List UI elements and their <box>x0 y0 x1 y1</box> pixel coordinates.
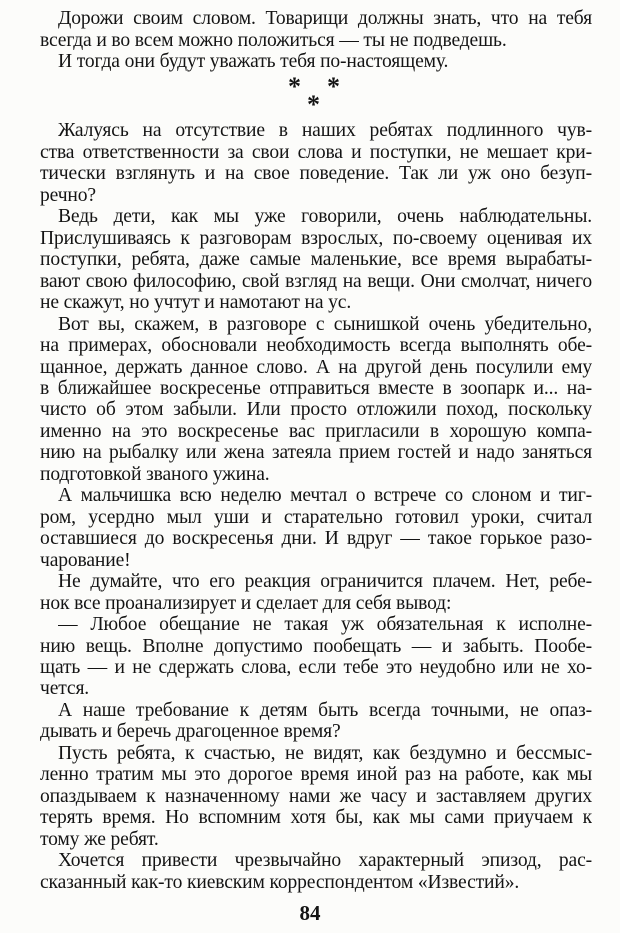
text-line: щанное, держать данное слово. А на другой день посулили ему <box>40 356 592 378</box>
text-line: ства ответственности за свои слова и поступки, не мешает кри- <box>40 141 592 163</box>
text-line: опаздываем к назначенному нами же часу и заставляем других <box>40 785 592 807</box>
text-line: дывать и беречь драгоценное время? <box>40 721 341 743</box>
text-line: тому же ребят. <box>40 828 159 850</box>
text-line: нию на рыбалку или жена затеяла прием гостей и надо заняться <box>40 442 592 464</box>
text-line: тически взглянуть и на свое поведение. Так ли уж оно безуп- <box>40 163 592 185</box>
text-line: Дорожи своим словом. Товарищи должны знать, что на тебя <box>58 8 592 29</box>
text-line: терять время. Но вспомним хотя бы, как мы сами приучаем к <box>40 807 592 829</box>
text-line: вают свою философию, свой взгляд на вещи. Они смолчат, ничего <box>40 270 592 292</box>
text-line: чисто об этом забыли. Или просто отложили поход, поскольку <box>40 399 592 421</box>
text-line: Жалуясь на отсутствие в наших ребятах подлинного чув- <box>58 120 592 142</box>
text-line: чарование! <box>40 549 131 571</box>
text-line: — Любое обещание не такая уж обязательная к исполне- <box>58 614 592 635</box>
separator-asterisk: * <box>307 90 320 120</box>
text-line: нок все проанализирует и сделает для себя вывод: <box>40 592 452 614</box>
text-line: Вот вы, скажем, в разговоре с сынишкой очень убедительно, <box>58 313 592 335</box>
text-line: ленно тратим мы это дорогое время иной раз на работе, как мы <box>40 764 592 786</box>
separator-asterisk: * <box>327 72 340 102</box>
text-line: ром, усердно мыл уши и старательно готовил уроки, считал <box>40 506 592 528</box>
text-line: щать — и не сдержать слова, если тебе это неудобно или не хо- <box>40 656 592 678</box>
text-line: Хочется привести чрезвычайно характерный эпизод, рас- <box>58 850 592 872</box>
text-line: нию вещь. Вполне допустимо пообещать — и забыть. Пообе- <box>40 635 592 657</box>
text-line: сказанный как-то киевским корреспондентом «Известий». <box>40 871 520 893</box>
separator-asterisk: * <box>288 72 301 102</box>
text-line: И тогда они будут уважать тебя по-настоящему. <box>58 50 449 72</box>
text-line: на примерах, обосновали необходимость всегда выполнять обе- <box>40 335 592 356</box>
text-line: Прислушиваясь к разговорам взрослых, по-своему оценивая их <box>40 227 592 249</box>
text-line: Пусть ребята, к счастью, не видят, как бездумно и бессмыс- <box>58 742 592 764</box>
text-line: оставшиеся до воскресенья дни. И вдруг — такое горькое разо- <box>40 528 592 550</box>
text-line: чется. <box>40 678 90 700</box>
text-line: речно? <box>40 184 96 206</box>
text-line: подготовкой званого ужина. <box>40 463 270 485</box>
text-line: в ближайшее воскресенье отправиться вместе в зоопарк и... на- <box>40 377 592 399</box>
text-line: А мальчишка всю неделю мечтал о встрече со слоном и тиг- <box>58 485 592 507</box>
text-line: Ведь дети, как мы уже говорили, очень наблюдательны. <box>58 206 592 228</box>
text-line: А наше требование к детям быть всегда точными, не опаз- <box>58 699 592 721</box>
text-line: поступки, ребята, даже самые маленькие, все время вырабаты- <box>40 249 592 271</box>
text-line: всегда и во всем можно положиться — ты не подведешь. <box>40 29 507 51</box>
text-line: именно на это воскресенье вас пригласили в хорошую компа- <box>40 420 592 442</box>
text-line: Не думайте, что его реакция ограничится плачем. Нет, ребе- <box>58 571 592 593</box>
text-line: не скажут, но учтут и намотают на ус. <box>40 292 352 314</box>
page-number: 84 <box>299 901 321 925</box>
